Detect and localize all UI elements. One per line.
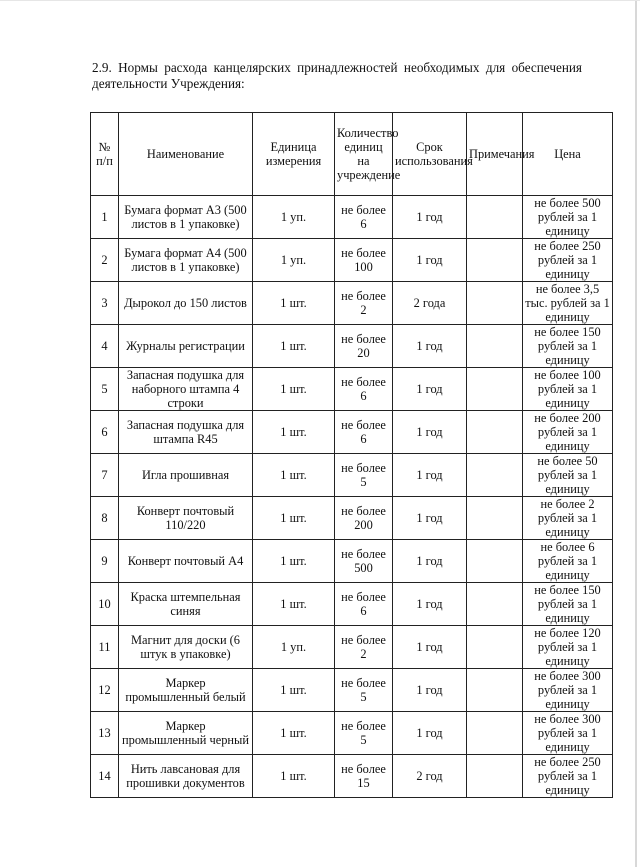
cell-price: не более 150 рублей за 1 единицу bbox=[523, 583, 613, 626]
cell-price: не более 50 рублей за 1 единицу bbox=[523, 454, 613, 497]
cell-qty: не более 5 bbox=[335, 712, 393, 755]
cell-term: 1 год bbox=[393, 454, 467, 497]
cell-name: Конверт почтовый 110/220 bbox=[119, 497, 253, 540]
cell-price: не более 250 рублей за 1 единицу bbox=[523, 239, 613, 282]
table-row bbox=[91, 454, 613, 497]
table-row bbox=[91, 368, 613, 411]
cell-term: 1 год bbox=[393, 540, 467, 583]
cell-term: 1 год bbox=[393, 368, 467, 411]
cell-qty: не более 100 bbox=[335, 239, 393, 282]
table-row bbox=[91, 669, 613, 712]
table-row bbox=[91, 239, 613, 282]
cell-price: не более 500 рублей за 1 единицу bbox=[523, 196, 613, 239]
table-row bbox=[91, 540, 613, 583]
table-header-row bbox=[91, 113, 613, 196]
cell-note bbox=[467, 497, 523, 540]
cell-unit: 1 уп. bbox=[253, 239, 335, 282]
table-row bbox=[91, 325, 613, 368]
cell-name: Бумага формат А4 (500 листов в 1 упаковке) bbox=[119, 239, 253, 282]
cell-price: не более 200 рублей за 1 единицу bbox=[523, 411, 613, 454]
cell-unit: 1 шт. bbox=[253, 497, 335, 540]
cell-note bbox=[467, 368, 523, 411]
cell-price: не более 6 рублей за 1 единицу bbox=[523, 540, 613, 583]
table-row bbox=[91, 497, 613, 540]
cell-num: 7 bbox=[91, 454, 119, 497]
cell-unit: 1 уп. bbox=[253, 626, 335, 669]
cell-num: 8 bbox=[91, 497, 119, 540]
cell-qty: не более 5 bbox=[335, 669, 393, 712]
cell-note bbox=[467, 196, 523, 239]
cell-num: 6 bbox=[91, 411, 119, 454]
stationery-norms-table bbox=[90, 112, 613, 798]
cell-price: не более 100 рублей за 1 единицу bbox=[523, 368, 613, 411]
cell-note bbox=[467, 583, 523, 626]
cell-term: 1 год bbox=[393, 497, 467, 540]
header-unit: Единица измерения bbox=[253, 113, 335, 196]
page-top-edge bbox=[0, 0, 640, 1]
cell-term: 2 года bbox=[393, 282, 467, 325]
cell-term: 2 год bbox=[393, 755, 467, 798]
cell-name: Магнит для доски (6 штук в упаковке) bbox=[119, 626, 253, 669]
cell-qty: не более 500 bbox=[335, 540, 393, 583]
cell-term: 1 год bbox=[393, 669, 467, 712]
cell-unit: 1 уп. bbox=[253, 196, 335, 239]
cell-note bbox=[467, 755, 523, 798]
cell-name: Конверт почтовый А4 bbox=[119, 540, 253, 583]
cell-num: 12 bbox=[91, 669, 119, 712]
cell-num: 11 bbox=[91, 626, 119, 669]
cell-note bbox=[467, 669, 523, 712]
header-num: № п/п bbox=[91, 113, 119, 196]
cell-unit: 1 шт. bbox=[253, 540, 335, 583]
cell-name: Маркер промышленный черный bbox=[119, 712, 253, 755]
cell-num: 1 bbox=[91, 196, 119, 239]
cell-num: 5 bbox=[91, 368, 119, 411]
header-name: Наименование bbox=[119, 113, 253, 196]
cell-name: Нить лавсановая для прошивки документов bbox=[119, 755, 253, 798]
cell-unit: 1 шт. bbox=[253, 368, 335, 411]
cell-qty: не более 2 bbox=[335, 626, 393, 669]
cell-price: не более 3,5 тыс. рублей за 1 единицу bbox=[523, 282, 613, 325]
header-price: Цена bbox=[523, 113, 613, 196]
table-row bbox=[91, 411, 613, 454]
cell-price: не более 2 рублей за 1 единицу bbox=[523, 497, 613, 540]
table-row bbox=[91, 626, 613, 669]
cell-num: 4 bbox=[91, 325, 119, 368]
cell-qty: не более 6 bbox=[335, 196, 393, 239]
cell-term: 1 год bbox=[393, 626, 467, 669]
cell-num: 9 bbox=[91, 540, 119, 583]
cell-num: 14 bbox=[91, 755, 119, 798]
cell-unit: 1 шт. bbox=[253, 411, 335, 454]
cell-note bbox=[467, 239, 523, 282]
cell-term: 1 год bbox=[393, 583, 467, 626]
cell-name: Дырокол до 150 листов bbox=[119, 282, 253, 325]
cell-qty: не более 20 bbox=[335, 325, 393, 368]
cell-note bbox=[467, 282, 523, 325]
cell-term: 1 год bbox=[393, 239, 467, 282]
cell-qty: не более 5 bbox=[335, 454, 393, 497]
cell-price: не более 120 рублей за 1 единицу bbox=[523, 626, 613, 669]
cell-unit: 1 шт. bbox=[253, 669, 335, 712]
cell-note bbox=[467, 325, 523, 368]
header-note: Примечания bbox=[467, 113, 523, 196]
cell-qty: не более 15 bbox=[335, 755, 393, 798]
cell-name: Журналы регистрации bbox=[119, 325, 253, 368]
cell-name: Запасная подушка для наборного штампа 4 строки bbox=[119, 368, 253, 411]
cell-num: 2 bbox=[91, 239, 119, 282]
cell-qty: не более 6 bbox=[335, 368, 393, 411]
cell-unit: 1 шт. bbox=[253, 325, 335, 368]
cell-name: Маркер промышленный белый bbox=[119, 669, 253, 712]
page-edge bbox=[635, 0, 637, 867]
cell-qty: не более 200 bbox=[335, 497, 393, 540]
cell-price: не более 300 рублей за 1 единицу bbox=[523, 712, 613, 755]
cell-unit: 1 шт. bbox=[253, 583, 335, 626]
cell-price: не более 150 рублей за 1 единицу bbox=[523, 325, 613, 368]
cell-qty: не более 2 bbox=[335, 282, 393, 325]
cell-note bbox=[467, 540, 523, 583]
cell-term: 1 год bbox=[393, 196, 467, 239]
section-heading: 2.9. Нормы расхода канцелярских принадлежностей необходимых для обеспечения деятельности Учреждения: bbox=[92, 60, 582, 91]
header-qty: Количество единиц на учреждение bbox=[335, 113, 393, 196]
cell-price: не более 250 рублей за 1 единицу bbox=[523, 755, 613, 798]
table-row bbox=[91, 196, 613, 239]
cell-unit: 1 шт. bbox=[253, 454, 335, 497]
cell-num: 3 bbox=[91, 282, 119, 325]
cell-term: 1 год bbox=[393, 325, 467, 368]
cell-num: 10 bbox=[91, 583, 119, 626]
table-row bbox=[91, 755, 613, 798]
table-row bbox=[91, 282, 613, 325]
cell-name: Запасная подушка для штампа R45 bbox=[119, 411, 253, 454]
table-row bbox=[91, 583, 613, 626]
header-term: Срок использования bbox=[393, 113, 467, 196]
cell-qty: не более 6 bbox=[335, 411, 393, 454]
cell-price: не более 300 рублей за 1 единицу bbox=[523, 669, 613, 712]
cell-num: 13 bbox=[91, 712, 119, 755]
cell-unit: 1 шт. bbox=[253, 712, 335, 755]
cell-name: Игла прошивная bbox=[119, 454, 253, 497]
cell-qty: не более 6 bbox=[335, 583, 393, 626]
cell-note bbox=[467, 411, 523, 454]
cell-unit: 1 шт. bbox=[253, 755, 335, 798]
cell-unit: 1 шт. bbox=[253, 282, 335, 325]
cell-note bbox=[467, 454, 523, 497]
cell-name: Краска штемпельная синяя bbox=[119, 583, 253, 626]
cell-term: 1 год bbox=[393, 411, 467, 454]
table-row bbox=[91, 712, 613, 755]
cell-note bbox=[467, 712, 523, 755]
cell-note bbox=[467, 626, 523, 669]
cell-name: Бумага формат А3 (500 листов в 1 упаковке) bbox=[119, 196, 253, 239]
cell-term: 1 год bbox=[393, 712, 467, 755]
